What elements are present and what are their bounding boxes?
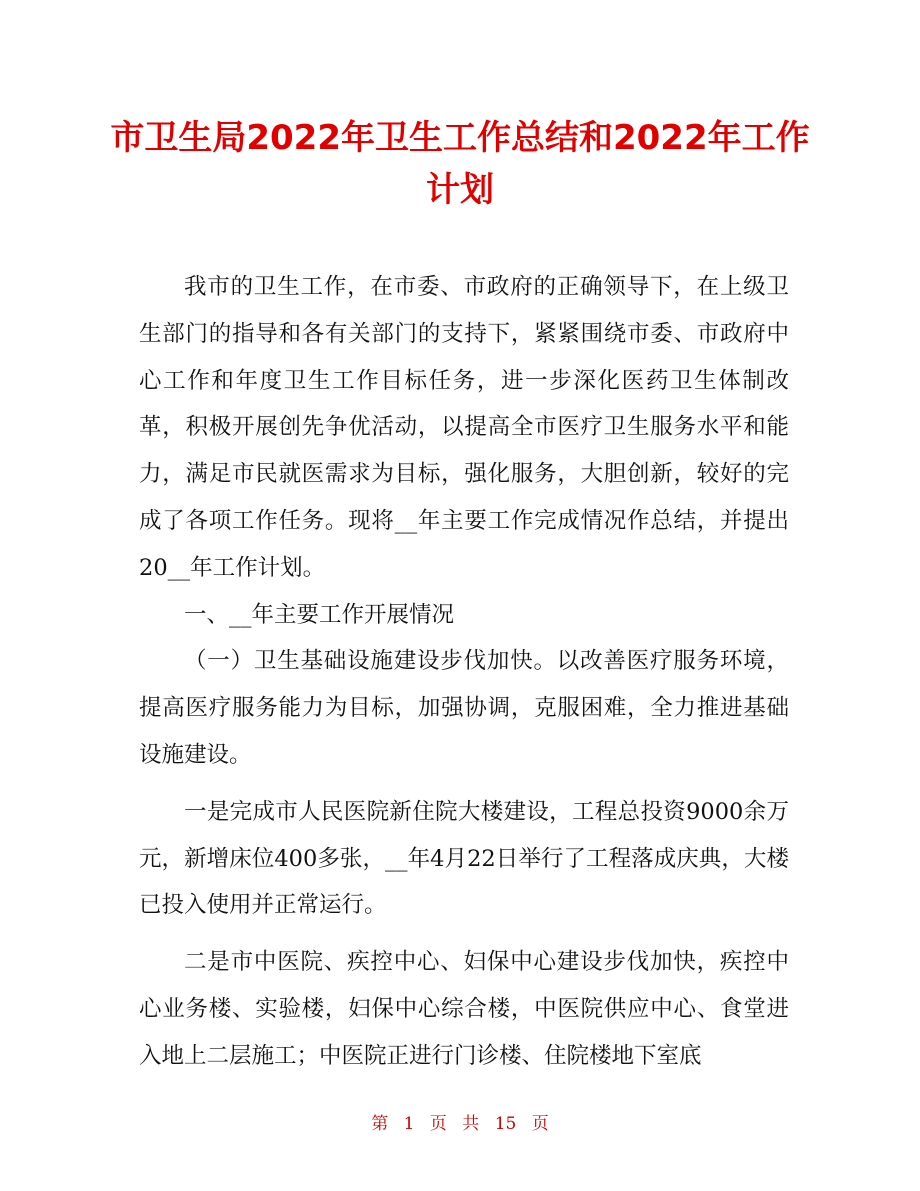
footer-label-unit: 页	[429, 1114, 447, 1134]
footer-page-number: 1	[403, 1114, 415, 1134]
footer-label-page: 第	[371, 1114, 389, 1134]
page-footer	[0, 1112, 920, 1136]
section-heading: 一、__年主要工作开展情况	[184, 601, 455, 628]
paragraph-item-one: 一是完成市人民医院新住院大楼建设，工程总投资9000余万元，新增床位400多张，__年4月22日举行了工程落成庆典，大楼已投入使用并正常运行。	[139, 798, 789, 919]
document-body	[139, 264, 789, 1080]
paragraph-infrastructure: （一）卫生基础设施建设步伐加快。以改善医疗服务环境，提高医疗服务能力为目标，加强协调，克服困难，全力推进基础设施建设。	[139, 648, 789, 768]
footer-label-unit-2: 页	[531, 1114, 549, 1134]
paragraph-intro: 我市的卫生工作，在市委、市政府的正确领导下，在上级卫生部门的指导和各有关部门的支持下，紧紧围绕市委、市政府中心工作和年度卫生工作目标任务，进一步深化医药卫生体制改革，积极开展创先争优活动，以提高全市医疗卫生服务水平和能力，满足市民就医需求为目标，强化服务，大胆创新，较好的完成了各项工作任务。现将__年主要工作完成情况作总结，并提出20__年工作计划。	[139, 274, 789, 581]
footer-label-total: 共	[462, 1114, 480, 1134]
footer-total-pages: 15	[494, 1114, 517, 1134]
paragraph-item-two: 二是市中医院、疾控中心、妇保中心建设步伐加快，疾控中心业务楼、实验楼，妇保中心综合楼，中医院供应中心、食堂进入地上二层施工；中医院正进行门诊楼、住院楼地下室底	[139, 949, 789, 1069]
document-title: 市卫生局2022年卫生工作总结和2022年工作计划	[110, 118, 810, 210]
